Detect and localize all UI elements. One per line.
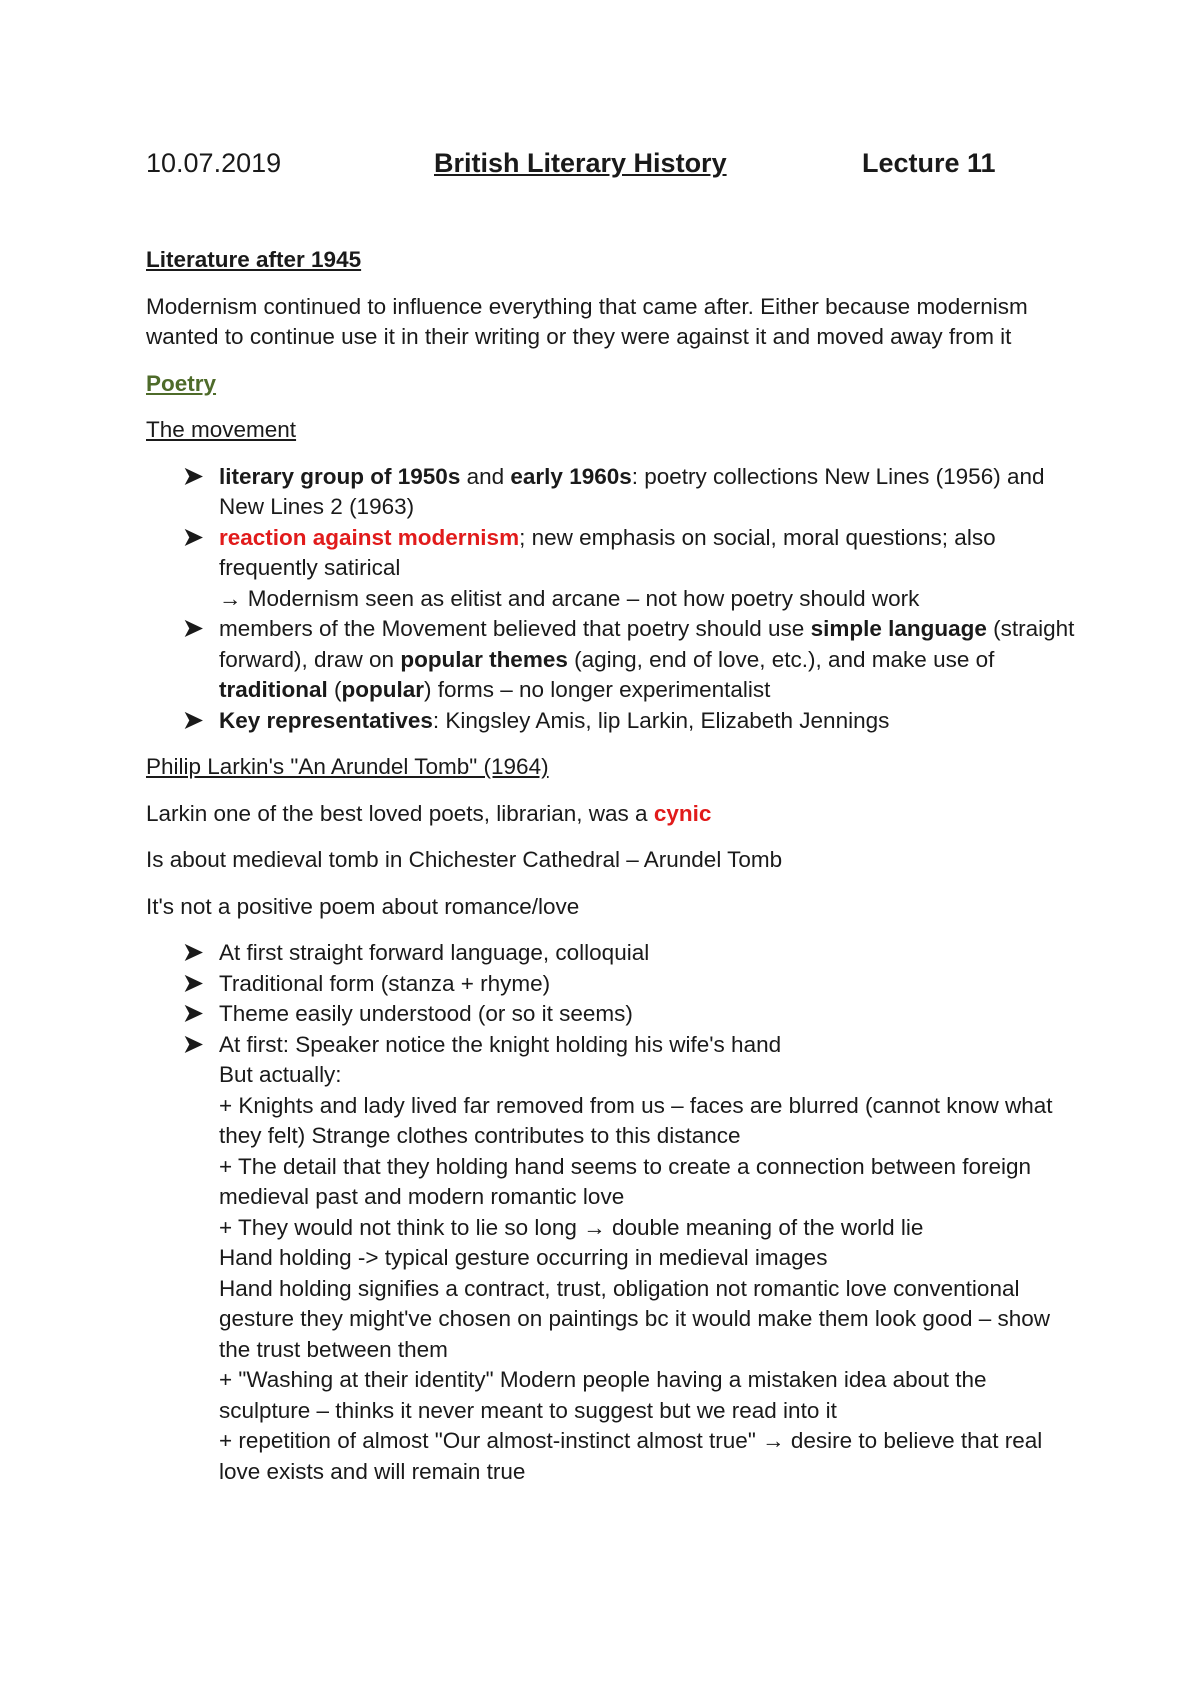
- right-arrow-icon: →: [762, 1428, 785, 1453]
- section-title-text: Literature after 1945: [146, 247, 362, 272]
- poetry-heading-text: Poetry: [146, 370, 217, 396]
- poetry-heading: [146, 369, 1076, 400]
- document-header: [146, 148, 1046, 188]
- bullet-arrow-icon: ➤: [183, 706, 204, 734]
- list-item: ➤ At first: Speaker notice the knight holding his wife's hand But actually: + Knights and lady lived far removed from us – faces are blurred (cannot know what they felt) Strange clothes contributes to this distance + The detail that they holding hand seems to create a connection between foreign medieval past and modern romantic love + They would not think to lie so long → double meaning of the world lie Hand holding -> typical gesture occurring in medieval images Hand holding signifies a contract, trust, obligation not romantic love conventional gesture they might've chosen on paintings bc it would make them look good – show the trust between them + "Washing at their identity" Modern people having a mistaken idea about the sculpture – thinks it never meant to suggest but we read into it + repetition of almost "Our almost-instinct almost true" → desire to believe that real love exists and will remain true: [183, 1030, 1053, 1484]
- list-item: ➤ literary group of 1950s and early 1960s: poetry collections New Lines (1956) and New Lines 2 (1963): [183, 462, 1045, 519]
- bullet-arrow-icon: ➤: [183, 969, 204, 997]
- highlight-text: cynic: [653, 800, 712, 826]
- larkin-paragraph: Is about medieval tomb in Chichester Cathedral – Arundel Tomb: [146, 847, 783, 872]
- lecture-number: Lecture 11: [862, 148, 996, 178]
- bullet-arrow-icon: ➤: [183, 1000, 204, 1027]
- list-item: ➤ members of the Movement believed that poetry should use simple language (straight forward), draw on popular themes (aging, end of love, etc.), and make use of traditional (popular) forms – no longer experimentalist: [183, 615, 1075, 702]
- larkin-paragraph: It's not a positive poem about romance/love: [146, 893, 580, 919]
- larkin-heading-text: Philip Larkin's "An Arundel Tomb" (1964): [146, 754, 549, 779]
- right-arrow-icon: →: [583, 1214, 606, 1240]
- list-item: ➤ At first straight forward language, colloquial: [219, 938, 1076, 969]
- document-body: [146, 245, 1076, 1503]
- bullet-arrow-icon: ➤: [183, 939, 204, 966]
- right-arrow-icon: →: [219, 585, 242, 611]
- movement-list: [146, 462, 1076, 737]
- list-item: ➤ Theme easily understood (or so it seems): [219, 999, 1076, 1030]
- movement-heading-text: The movement: [146, 417, 297, 442]
- bullet-arrow-icon: ➤: [183, 1030, 204, 1058]
- larkin-list: [146, 938, 1076, 1487]
- section-title: [146, 245, 1076, 276]
- larkin-paragraph: Larkin one of the best loved poets, librarian, was a cynic: [146, 800, 712, 826]
- larkin-heading: [146, 752, 1076, 783]
- highlight-text: reaction against modernism: [219, 524, 520, 550]
- lecture-date: 10.07.2019: [146, 148, 282, 178]
- bullet-arrow-icon: ➤: [183, 523, 204, 551]
- bullet-arrow-icon: ➤: [183, 615, 204, 642]
- list-item: ➤ Key representatives: Kingsley Amis, lip Larkin, Elizabeth Jennings: [219, 706, 1076, 737]
- list-item: ➤ reaction against modernism; new emphasis on social, moral questions; also frequently satirical → Modernism seen as elitist and arcane – not how poetry should work: [183, 523, 996, 611]
- movement-heading: [146, 415, 1076, 446]
- bullet-arrow-icon: ➤: [183, 462, 204, 490]
- intro-paragraph: Modernism continued to influence everything that came after. Either because modernism wanted to continue use it in their writing or they were against it and moved away from it: [146, 293, 1028, 349]
- course-title: British Literary History: [434, 148, 727, 178]
- list-item: ➤ Traditional form (stanza + rhyme): [219, 969, 1076, 1000]
